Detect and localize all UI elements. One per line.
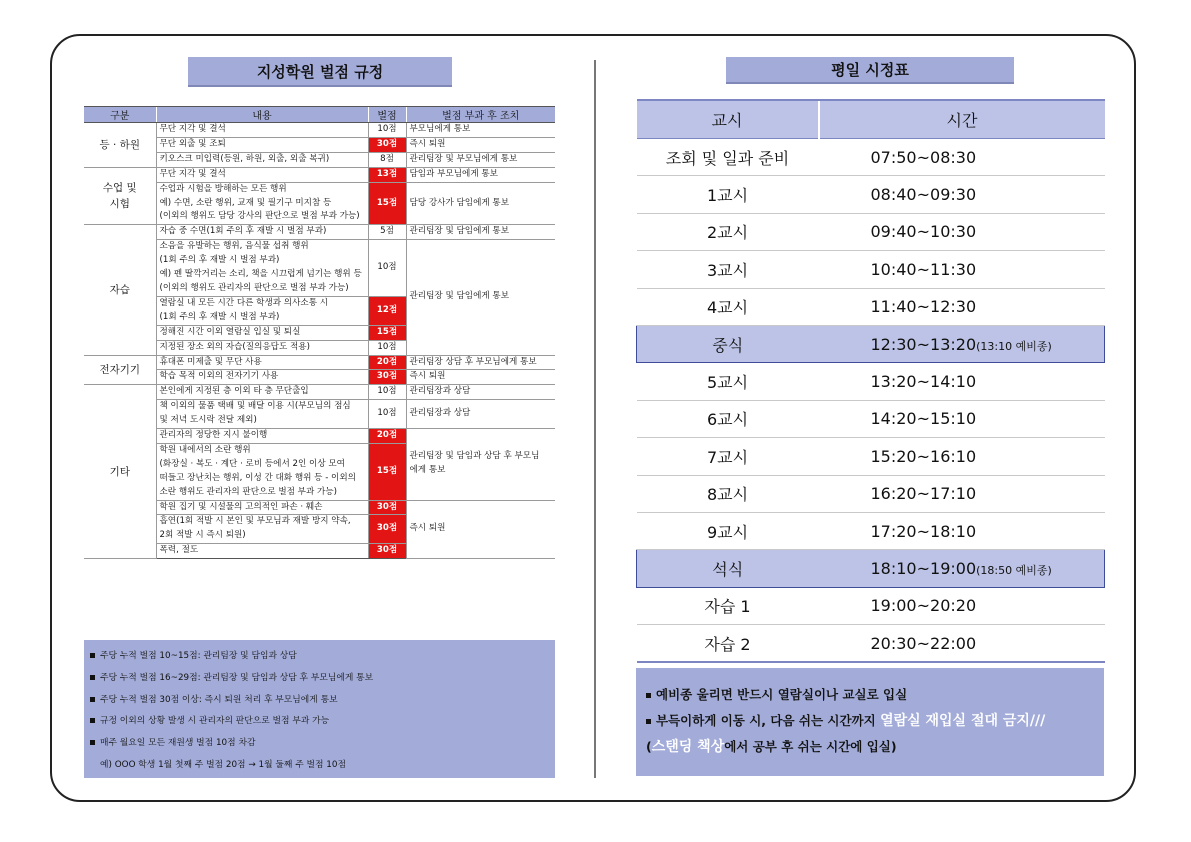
period-cell: 8교시 bbox=[637, 475, 819, 512]
content-cell bbox=[156, 400, 368, 429]
bullet-square-icon bbox=[90, 740, 95, 745]
bullet-square-icon bbox=[646, 719, 651, 724]
action-cell: 관리팀장 및 담임에게 통보 bbox=[406, 225, 555, 240]
note-text: ( bbox=[646, 739, 652, 754]
note-line bbox=[646, 682, 1094, 708]
time-cell: 14:20~15:10 bbox=[819, 400, 1105, 437]
penalty-notes bbox=[84, 640, 555, 778]
table-row bbox=[84, 167, 555, 182]
schedule-row bbox=[637, 512, 1105, 549]
period-cell: 조회 및 일과 준비 bbox=[637, 139, 819, 176]
bell-note: (18:50 예비종) bbox=[976, 563, 1052, 577]
action-cell: 즉시 퇴원 bbox=[406, 500, 555, 559]
content-line: 예) 펜 딸깍거리는 소리, 책을 시끄럽게 넘기는 행위 등 bbox=[159, 269, 362, 280]
period-cell: 6교시 bbox=[637, 400, 819, 437]
schedule-row bbox=[637, 176, 1105, 213]
penalty-header-row bbox=[84, 107, 555, 123]
category-cell: 기타 bbox=[84, 385, 156, 559]
points-cell: 10점 bbox=[368, 400, 406, 429]
note-line bbox=[646, 734, 1094, 760]
points-cell: 15점 bbox=[368, 443, 406, 500]
time-cell: 15:20~16:10 bbox=[819, 438, 1105, 475]
time-cell: 19:00~20:20 bbox=[819, 587, 1105, 624]
bell-note: (13:10 예비종) bbox=[976, 339, 1052, 353]
points-cell: 20점 bbox=[368, 429, 406, 444]
header-action: 벌점 부과 후 조치 bbox=[406, 107, 555, 123]
bullet-square-icon bbox=[90, 697, 95, 702]
category-line: 시험 bbox=[109, 198, 130, 211]
points-cell: 15점 bbox=[368, 325, 406, 340]
period-cell: 자습 1 bbox=[637, 587, 819, 624]
content-cell: 휴대폰 미제출 및 무단 사용 bbox=[156, 355, 368, 370]
header-category: 구분 bbox=[84, 107, 156, 123]
note-text: 주당 누적 벌점 16~29점: 관리팀장 및 담임과 상담 후 부모님에게 통보 bbox=[100, 672, 374, 683]
time-cell: 20:30~22:00 bbox=[819, 625, 1105, 663]
content-line: 흡연(1회 적발 시 본인 및 부모님과 재발 방지 약속, bbox=[159, 516, 351, 527]
content-cell: 무단 외출 및 조퇴 bbox=[156, 137, 368, 152]
note-line bbox=[90, 690, 549, 712]
content-line: (1회 주의 후 재발 시 벌점 부과) bbox=[159, 311, 280, 322]
penalty-table bbox=[84, 106, 555, 559]
action-cell: 관리팀장 및 부모님에게 통보 bbox=[406, 152, 555, 167]
points-cell: 10점 bbox=[368, 340, 406, 355]
schedule-row-dinner bbox=[637, 550, 1105, 587]
period-cell: 4교시 bbox=[637, 288, 819, 325]
points-cell: 30점 bbox=[368, 515, 406, 544]
content-line: 책 이외의 물품 택배 및 배달 이용 시(부모님의 점심 bbox=[159, 401, 351, 412]
points-cell: 30점 bbox=[368, 500, 406, 515]
content-cell: 관리자의 정당한 지시 불이행 bbox=[156, 429, 368, 444]
time-text: 12:30~13:20 bbox=[870, 334, 977, 354]
period-cell: 3교시 bbox=[637, 251, 819, 288]
note-line bbox=[90, 668, 549, 690]
content-cell bbox=[156, 296, 368, 325]
table-row bbox=[84, 123, 555, 138]
header-time: 시간 bbox=[819, 100, 1105, 139]
content-cell bbox=[156, 182, 368, 225]
content-cell bbox=[156, 240, 368, 297]
note-line bbox=[90, 711, 549, 733]
points-cell: 10점 bbox=[368, 240, 406, 297]
content-cell: 학습 목적 이외의 전자기기 사용 bbox=[156, 370, 368, 385]
points-cell: 15점 bbox=[368, 182, 406, 225]
period-cell: 석식 bbox=[637, 550, 819, 587]
content-cell: 자습 중 수면(1회 주의 후 재발 시 벌점 부과) bbox=[156, 225, 368, 240]
points-cell: 20점 bbox=[368, 355, 406, 370]
action-line: 에게 통보 bbox=[409, 465, 446, 476]
points-cell: 30점 bbox=[368, 544, 406, 559]
bullet-square-icon bbox=[90, 675, 95, 680]
time-cell: 08:40~09:30 bbox=[819, 176, 1105, 213]
time-cell: 17:20~18:10 bbox=[819, 512, 1105, 549]
points-cell: 13점 bbox=[368, 167, 406, 182]
schedule-row bbox=[637, 400, 1105, 437]
category-line: 수업 및 bbox=[102, 182, 137, 195]
content-line: 열람실 내 모든 시간 다른 학생과 의사소통 시 bbox=[159, 297, 329, 308]
schedule-row bbox=[637, 251, 1105, 288]
content-line: 수업과 시험을 방해하는 모든 행위 bbox=[159, 183, 287, 194]
points-cell: 10점 bbox=[368, 385, 406, 400]
action-cell: 즉시 퇴원 bbox=[406, 370, 555, 385]
period-cell: 9교시 bbox=[637, 512, 819, 549]
action-cell: 관리팀장과 상담 bbox=[406, 400, 555, 429]
action-cell: 담당 강사가 담임에게 통보 bbox=[406, 182, 555, 225]
note-text: 주당 누적 벌점 30점 이상: 즉시 퇴원 처리 후 부모님에게 통보 bbox=[100, 694, 338, 705]
content-line: 예) 수면, 소란 행위, 교재 및 필기구 미지참 등 bbox=[159, 197, 332, 208]
note-text: 매주 월요일 모든 재원생 벌점 10점 차감 bbox=[100, 738, 256, 749]
points-cell: 8점 bbox=[368, 152, 406, 167]
content-line: 소란 행위도 관리자의 판단으로 벌점 부과 가능) bbox=[159, 486, 337, 497]
time-text: 18:10~19:00 bbox=[870, 558, 977, 578]
time-cell bbox=[819, 325, 1105, 362]
content-line: (화장실 · 복도 · 계단 · 로비 등에서 2인 이상 모여 bbox=[159, 458, 345, 469]
note-text: 주당 누적 벌점 10~15점: 관리팀장 및 담임과 상담 bbox=[100, 651, 297, 661]
note-highlight: 스탠딩 책상 bbox=[651, 739, 725, 755]
time-cell: 07:50~08:30 bbox=[819, 139, 1105, 176]
note-highlight: 열람실 재입실 절대 금지/// bbox=[880, 713, 1046, 729]
schedule-header-row bbox=[637, 100, 1105, 139]
schedule-row-lunch bbox=[637, 325, 1105, 362]
time-cell: 16:20~17:10 bbox=[819, 475, 1105, 512]
action-cell: 관리팀장과 상담 bbox=[406, 385, 555, 400]
category-cell: 등 · 하원 bbox=[84, 123, 156, 168]
period-cell: 7교시 bbox=[637, 438, 819, 475]
time-cell: 11:40~12:30 bbox=[819, 288, 1105, 325]
action-line: 관리팀장 및 담임과 상담 후 부모님 bbox=[409, 451, 540, 462]
bullet-square-icon bbox=[90, 718, 95, 723]
header-points: 벌점 bbox=[368, 107, 406, 123]
content-cell bbox=[156, 515, 368, 544]
penalty-title: 지성학원 벌점 규정 bbox=[188, 57, 452, 87]
table-row bbox=[84, 225, 555, 240]
schedule-table bbox=[636, 99, 1105, 663]
table-row bbox=[84, 355, 555, 370]
schedule-row bbox=[637, 587, 1105, 624]
points-cell: 5점 bbox=[368, 225, 406, 240]
content-cell: 본인에게 지정된 층 이외 타 층 무단출입 bbox=[156, 385, 368, 400]
note-example: 예) OOO 학생 1월 첫째 주 벌점 20점 → 1월 둘째 주 벌점 10점 bbox=[100, 759, 346, 770]
action-cell: 부모님에게 통보 bbox=[406, 123, 555, 138]
time-cell: 09:40~10:30 bbox=[819, 213, 1105, 250]
period-cell: 1교시 bbox=[637, 176, 819, 213]
schedule-row bbox=[637, 625, 1105, 663]
content-line: (이외의 행위도 담당 강사의 판단으로 벌점 부과 가능) bbox=[159, 211, 360, 222]
period-cell: 자습 2 bbox=[637, 625, 819, 663]
period-cell: 5교시 bbox=[637, 363, 819, 400]
action-cell bbox=[406, 429, 555, 501]
content-line: 떠들고 장난치는 행위, 이성 간 대화 행위 등 - 이외의 bbox=[159, 472, 356, 483]
note-line bbox=[646, 708, 1094, 734]
content-cell: 정해진 시간 이외 열람실 입실 및 퇴실 bbox=[156, 325, 368, 340]
content-cell: 지정된 장소 외의 자습(질의응답도 적용) bbox=[156, 340, 368, 355]
schedule-notes bbox=[636, 668, 1104, 776]
content-line: 학원 내에서의 소란 행위 bbox=[159, 444, 251, 455]
note-line bbox=[90, 733, 549, 755]
note-text: 규정 이외의 상황 발생 시 관리자의 판단으로 벌점 부과 가능 bbox=[100, 716, 330, 727]
content-cell: 무단 지각 및 결석 bbox=[156, 123, 368, 138]
category-cell: 전자기기 bbox=[84, 355, 156, 385]
points-cell: 30점 bbox=[368, 370, 406, 385]
content-line: 소음을 유발하는 행위, 음식물 섭취 행위 bbox=[159, 241, 309, 252]
header-period: 교시 bbox=[637, 100, 819, 139]
table-row bbox=[84, 385, 555, 400]
content-line: 및 저녁 도시락 전달 제외) bbox=[159, 415, 257, 426]
bullet-square-icon bbox=[90, 653, 95, 658]
action-cell: 담임과 부모님에게 통보 bbox=[406, 167, 555, 182]
content-cell: 무단 지각 및 결석 bbox=[156, 167, 368, 182]
header-content: 내용 bbox=[156, 107, 368, 123]
category-cell bbox=[84, 167, 156, 225]
action-cell: 관리팀장 및 담임에게 통보 bbox=[406, 240, 555, 355]
time-cell: 13:20~14:10 bbox=[819, 363, 1105, 400]
points-cell: 30점 bbox=[368, 137, 406, 152]
points-cell: 10점 bbox=[368, 123, 406, 138]
note-text: 예비종 울리면 반드시 열람실이나 교실로 입실 bbox=[656, 687, 908, 702]
center-divider bbox=[594, 60, 596, 778]
action-cell: 즉시 퇴원 bbox=[406, 137, 555, 152]
action-cell: 관리팀장 상담 후 부모님에게 통보 bbox=[406, 355, 555, 370]
points-cell: 12점 bbox=[368, 296, 406, 325]
time-cell bbox=[819, 550, 1105, 587]
content-cell: 학원 집기 및 시설물의 고의적인 파손 · 훼손 bbox=[156, 500, 368, 515]
schedule-row bbox=[637, 288, 1105, 325]
content-cell: 폭력, 절도 bbox=[156, 544, 368, 559]
content-line: (1회 주의 후 재발 시 벌점 부과) bbox=[159, 255, 280, 266]
category-cell: 자습 bbox=[84, 225, 156, 355]
period-cell: 중식 bbox=[637, 325, 819, 362]
content-cell: 키오스크 미입력(등원, 하원, 외출, 외출 복귀) bbox=[156, 152, 368, 167]
schedule-row bbox=[637, 475, 1105, 512]
schedule-row bbox=[637, 139, 1105, 176]
schedule-row bbox=[637, 363, 1105, 400]
period-cell: 2교시 bbox=[637, 213, 819, 250]
content-line: (이외의 행위도 관리자의 판단으로 벌점 부과 가능) bbox=[159, 282, 349, 293]
content-line: 2회 적발 시 즉시 퇴원) bbox=[159, 530, 246, 541]
schedule-row bbox=[637, 438, 1105, 475]
content-cell bbox=[156, 443, 368, 500]
schedule-title: 평일 시정표 bbox=[726, 57, 1014, 84]
note-line bbox=[90, 646, 549, 668]
schedule-row bbox=[637, 213, 1105, 250]
note-text: 에서 공부 후 쉬는 시간에 입실) bbox=[724, 739, 897, 754]
time-cell: 10:40~11:30 bbox=[819, 251, 1105, 288]
bullet-square-icon bbox=[646, 693, 651, 698]
note-text: 부득이하게 이동 시, 다음 쉬는 시간까지 bbox=[656, 713, 881, 728]
